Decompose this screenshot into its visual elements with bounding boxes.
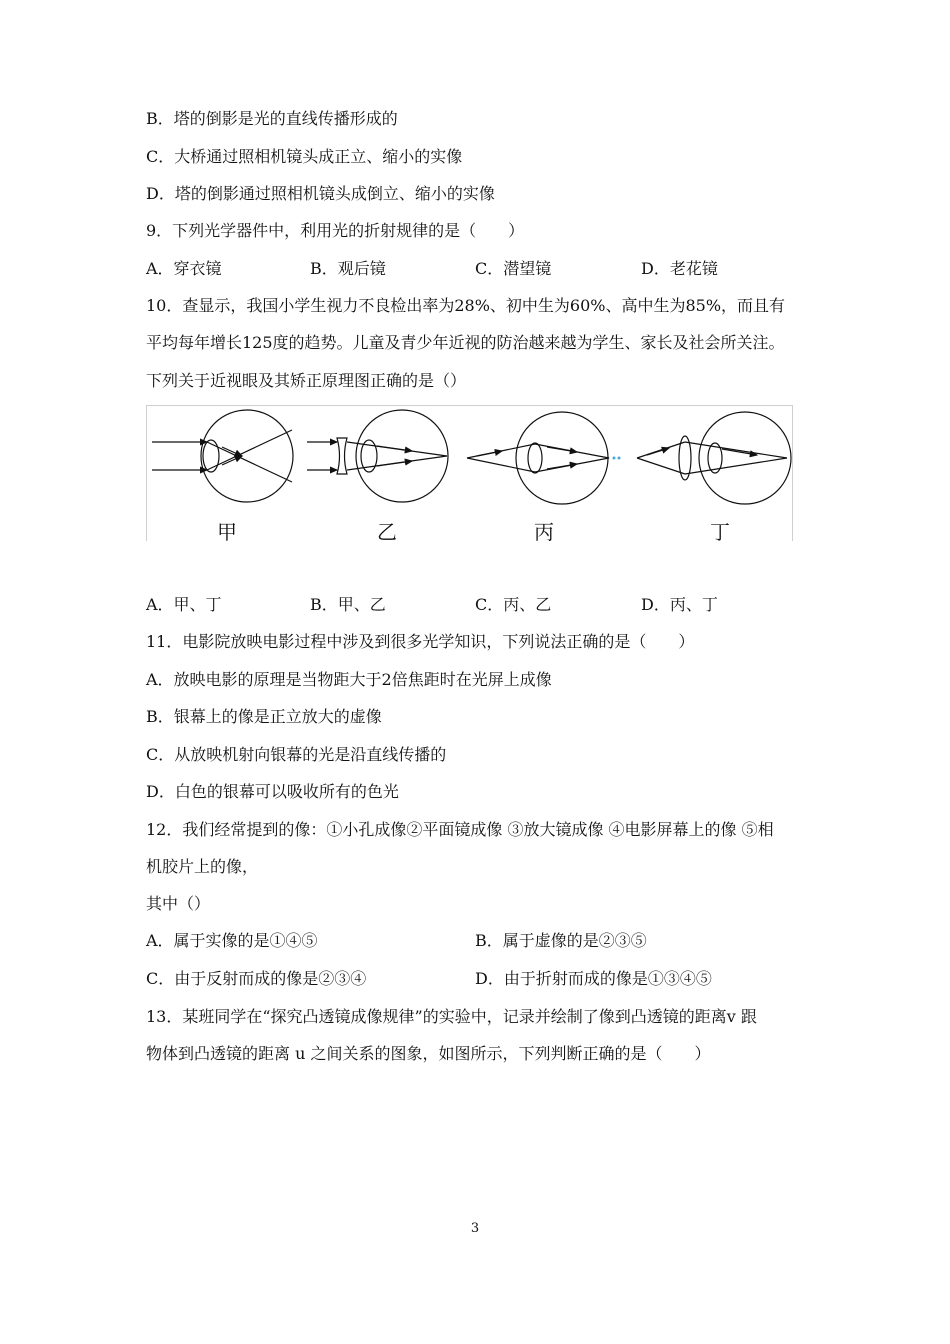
figure-label-bing: 丙 — [534, 520, 554, 544]
eye-ding — [637, 412, 791, 504]
q12-option-b: B．属于虚像的是②③⑤ — [475, 931, 647, 950]
q8-option-d: D．塔的倒影通过照相机镜头成倒立、缩小的实像 — [146, 184, 495, 203]
figure-label-jia: 甲 — [217, 520, 237, 544]
figure-label-ding: 丁 — [710, 520, 730, 544]
q11-option-a: A．放映电影的原理是当物距大于2倍焦距时在光屏上成像 — [146, 670, 552, 689]
q13-stem-line1: 13．某班同学在“探究凸透镜成像规律”的实验中，记录并绘制了像到凸透镜的距离v 跟 — [146, 1007, 757, 1026]
eye-yi — [307, 410, 448, 502]
q8-option-b: B．塔的倒影是光的直线传播形成的 — [146, 109, 398, 128]
q12-stem-line3: 其中（） — [146, 894, 211, 913]
figure-label-yi: 乙 — [377, 520, 397, 544]
q10-stem-line1: 10．查显示，我国小学生视力不良检出率为28%、初中生为60%、高中生为85%，而且有 — [146, 296, 786, 315]
q9-option-a: A．穿衣镜 — [146, 259, 222, 278]
q9-option-d: D．老花镜 — [641, 259, 718, 278]
eye-bing — [467, 412, 609, 504]
q11-option-c: C．从放映机射向银幕的光是沿直线传播的 — [146, 745, 447, 764]
q10-option-c: C．丙、乙 — [475, 595, 552, 614]
focus-dot — [618, 457, 621, 460]
eye-jia — [152, 410, 293, 502]
q11-option-b: B．银幕上的像是正立放大的虚像 — [146, 707, 382, 726]
q8-option-c: C．大桥通过照相机镜头成正立、缩小的实像 — [146, 147, 463, 166]
page-number: 3 — [470, 1221, 480, 1236]
q11-option-d: D．白色的银幕可以吸收所有的色光 — [146, 782, 399, 801]
q10-stem-line3: 下列关于近视眼及其矫正原理图正确的是（） — [146, 371, 467, 390]
eye-diagram-figure — [146, 405, 793, 544]
q12-option-c: C．由于反射而成的像是②③④ — [146, 969, 367, 988]
q12-stem-line2: 机胶片上的像， — [146, 857, 259, 876]
q12-stem-line1: 12．我们经常提到的像：①小孔成像②平面镜成像 ③放大镜成像 ④电影屏幕上的像 ⑤相 — [146, 820, 774, 839]
q10-option-a: A．甲、丁 — [146, 595, 222, 614]
q10-stem-line2: 平均每年增长125度的趋势。儿童及青少年近视的防治越来越为学生、家长及社会所关注。 — [146, 333, 785, 352]
q9-option-b: B．观后镜 — [310, 259, 386, 278]
q9-option-c: C．潜望镜 — [475, 259, 552, 278]
q10-option-d: D．丙、丁 — [641, 595, 718, 614]
q10-option-b: B．甲、乙 — [310, 595, 386, 614]
q12-option-d: D．由于折射而成的像是①③④⑤ — [475, 969, 712, 988]
q13-stem-line2: 物体到凸透镜的距离 u 之间关系的图象，如图所示，下列判断正确的是（ ） — [146, 1044, 711, 1063]
q9-stem: 9．下列光学器件中，利用光的折射规律的是（ ） — [146, 221, 525, 240]
eye-diagram-svg — [147, 406, 792, 541]
q12-option-a: A．属于实像的是①④⑤ — [146, 931, 318, 950]
q11-stem: 11．电影院放映电影过程中涉及到很多光学知识，下列说法正确的是（ ） — [146, 632, 695, 651]
focus-dot — [613, 457, 616, 460]
